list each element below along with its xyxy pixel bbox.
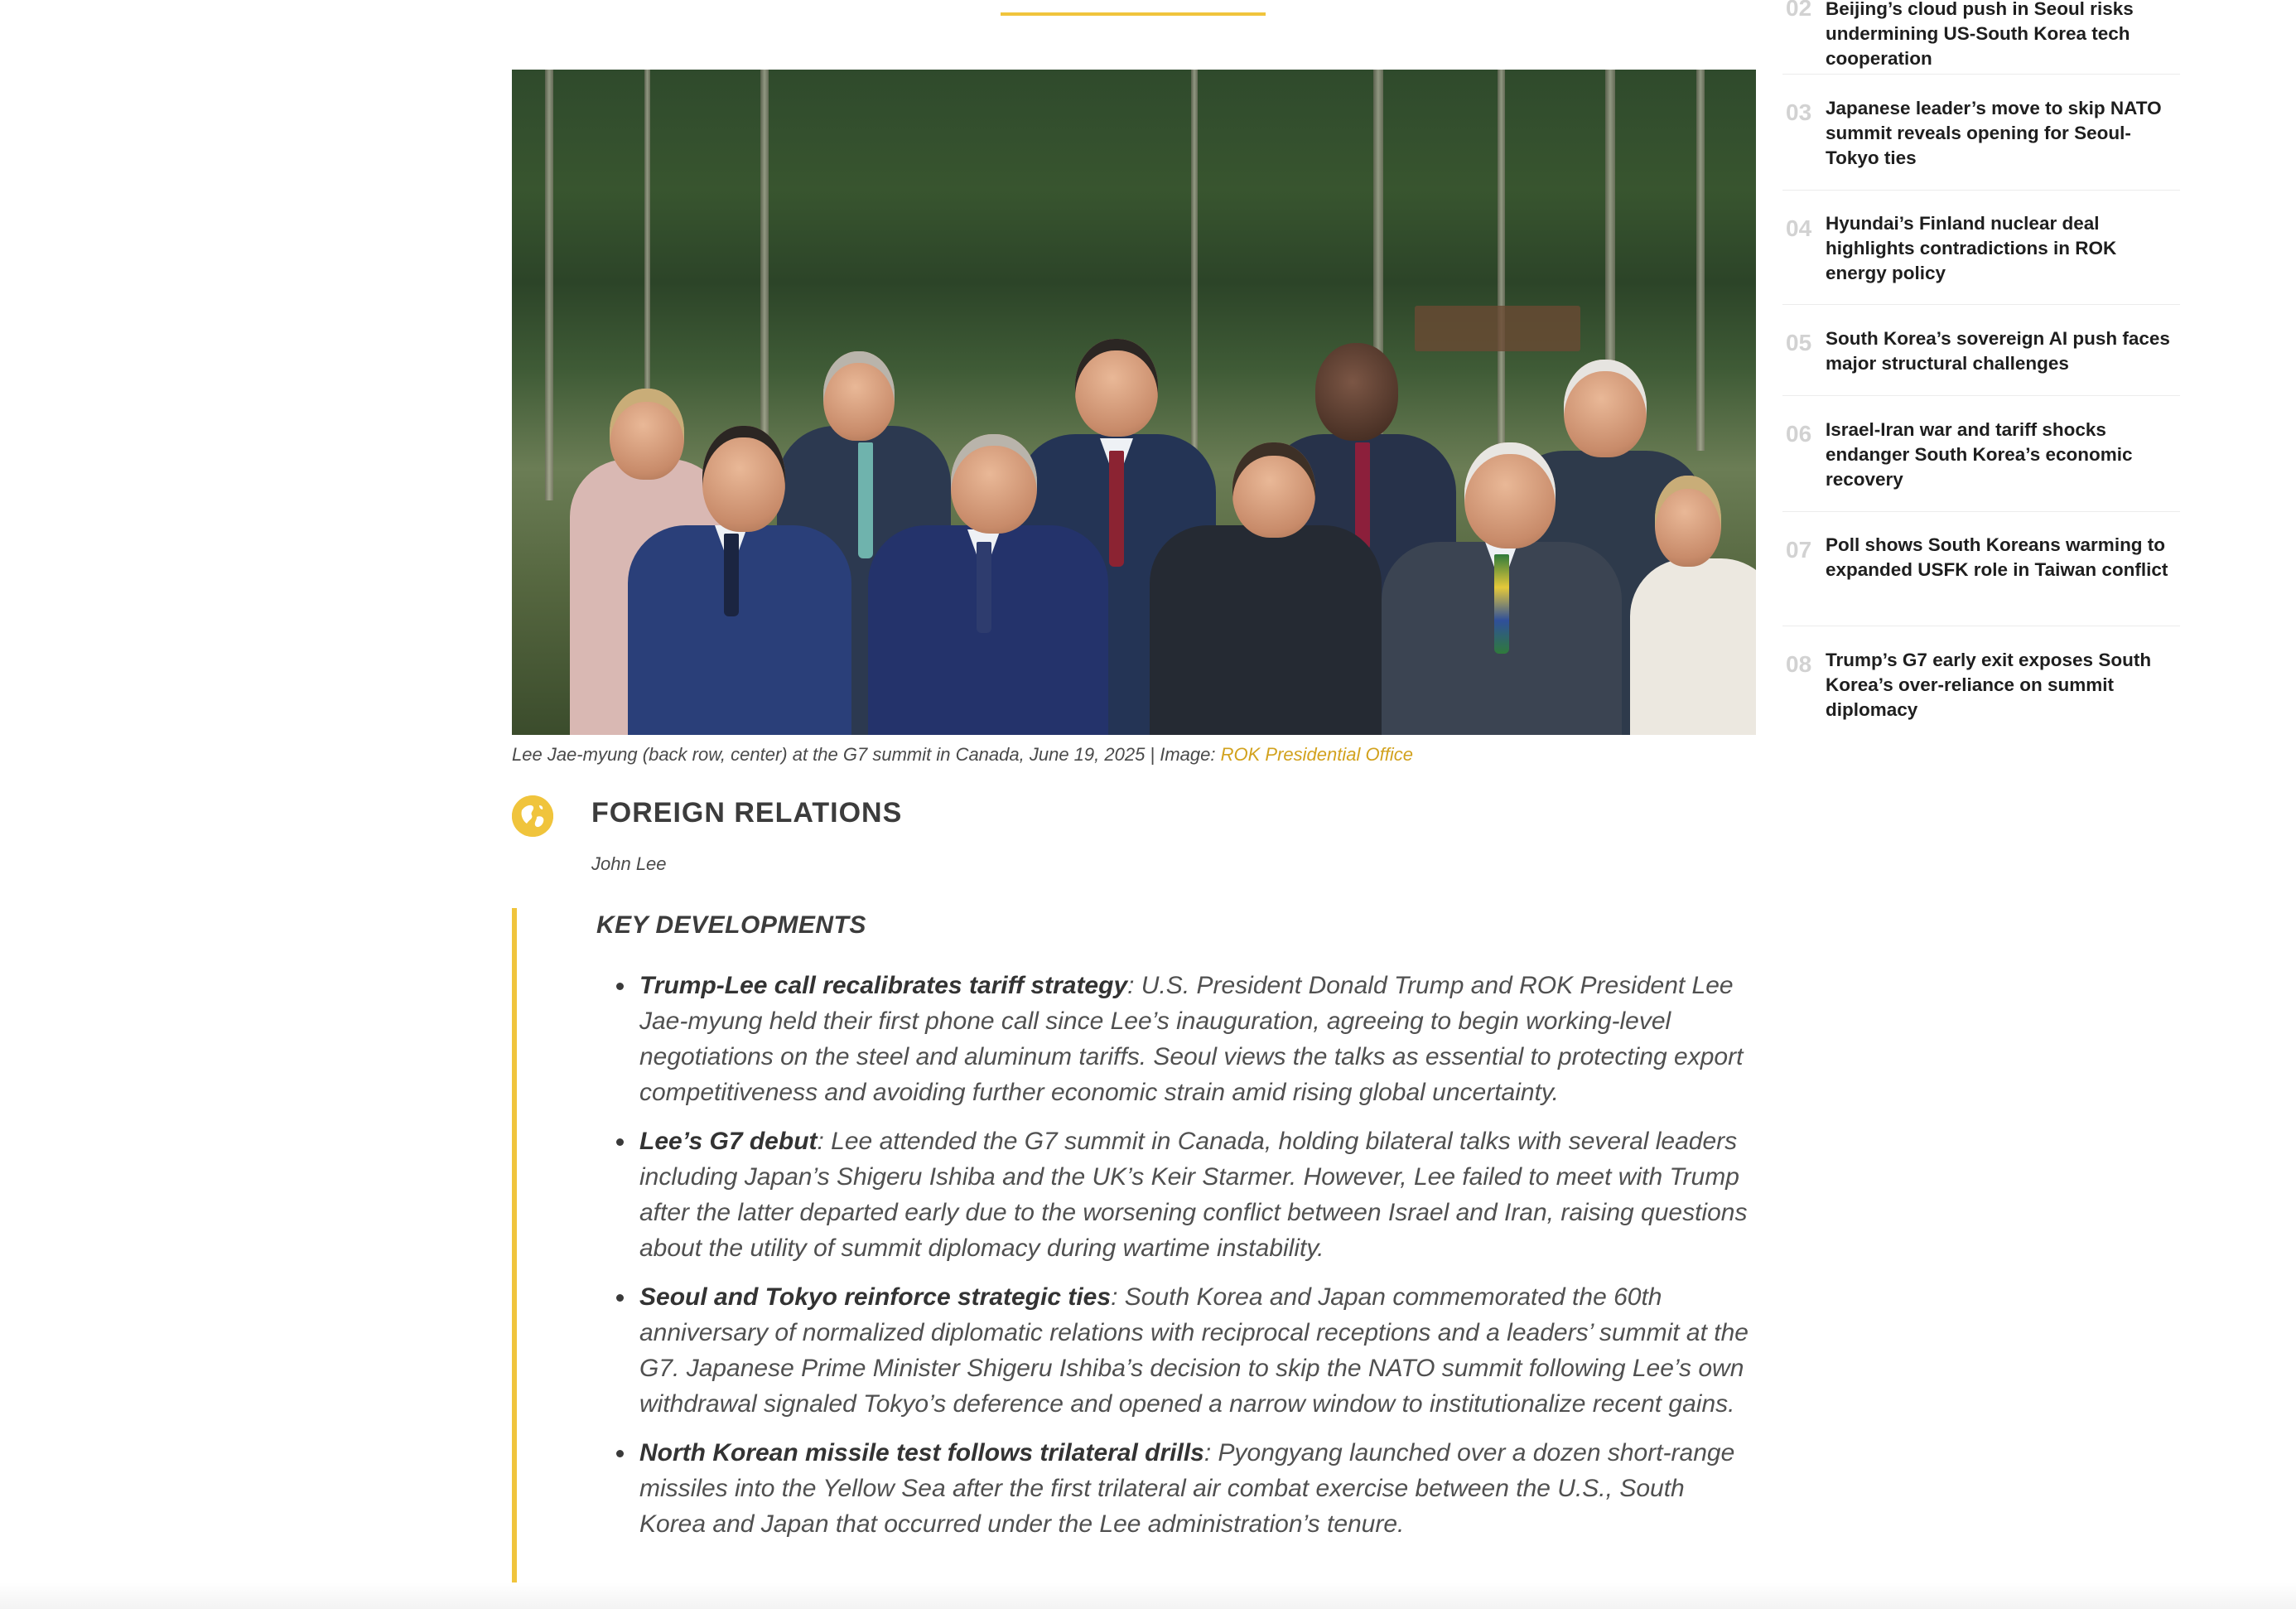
- sidebar-item-number: 04: [1786, 215, 1812, 241]
- sidebar-item-04[interactable]: [1782, 191, 2180, 305]
- sidebar-item-number: 06: [1786, 421, 1812, 447]
- sidebar-item-title[interactable]: Beijing’s cloud push in Seoul risks undermining US-South Korea tech cooperation: [1826, 0, 2134, 69]
- list-item: [639, 1279, 1758, 1422]
- sidebar-item-title[interactable]: Poll shows South Koreans warming to expanded USFK role in Taiwan conflict: [1826, 534, 2168, 580]
- sidebar-item-title[interactable]: Israel-Iran war and tariff shocks endanger South Korea’s economic recovery: [1826, 419, 2133, 490]
- image-caption: [512, 744, 1413, 766]
- key-developments-list: [639, 968, 1758, 1555]
- item-headline: Trump-Lee call recalibrates tariff strategy: [639, 972, 1128, 999]
- sidebar-item-title[interactable]: South Korea’s sovereign AI push faces major structural challenges: [1826, 328, 2170, 374]
- key-developments-title: KEY DEVELOPMENTS: [596, 911, 866, 939]
- sidebar-item-title[interactable]: Trump’s G7 early exit exposes South Korea’s over-reliance on summit diplomacy: [1826, 650, 2152, 720]
- sidebar-item-number: 07: [1786, 537, 1812, 563]
- sidebar-item-02[interactable]: [1782, 0, 2180, 75]
- sidebar-item-number: 02: [1786, 0, 1812, 21]
- sidebar-item-number: 08: [1786, 651, 1812, 677]
- section-heading-underline: [1001, 12, 1266, 16]
- author-name[interactable]: John Lee: [591, 853, 667, 874]
- item-headline: Lee’s G7 debut: [639, 1128, 818, 1155]
- sidebar-item-08[interactable]: [1782, 626, 2180, 742]
- sidebar-item-06[interactable]: [1782, 396, 2180, 512]
- article-photo: [512, 70, 1756, 735]
- sidebar-item-number: 05: [1786, 330, 1812, 355]
- image-credit-link[interactable]: ROK Presidential Office: [1220, 744, 1413, 765]
- sidebar-item-title[interactable]: Hyundai’s Finland nuclear deal highlights contradictions in ROK energy policy: [1826, 213, 2117, 283]
- item-text: : Lee attended the G7 summit in Canada, holding bilateral talks with several leaders including Japan’s Shigeru Ishiba and the UK’s Keir Starmer. However, Lee failed to meet with Trump after the latter departed early due to the worsening conflict between Israel and Iran, raising questions about the utility of summit diplomacy during wartime instability.: [639, 1128, 1748, 1262]
- item-headline: North Korean missile test follows trilateral drills: [639, 1439, 1204, 1466]
- item-text: : South Korea and Japan commemorated the 60th anniversary of normalized diplomatic relations with reciprocal receptions and a leaders’ summit at the G7. Japanese Prime Minister Shigeru Ishiba’s decision to skip the NATO summit following Lee’s own withdrawal signaled Tokyo’s deference and opened a narrow window to institutionalize recent gains.: [639, 1283, 1749, 1418]
- item-headline: Seoul and Tokyo reinforce strategic ties: [639, 1283, 1112, 1311]
- sidebar-item-07[interactable]: [1782, 512, 2180, 626]
- item-text: : U.S. President Donald Trump and ROK President Lee Jae-myung held their first phone call since Lee’s inauguration, agreeing to begin working-level negotiations on the steel and aluminum tariffs. Seoul views the talks as essential to protecting export competitiveness and avoiding further economic strain amid rising global uncertainty.: [639, 972, 1744, 1106]
- sidebar-item-number: 03: [1786, 99, 1812, 125]
- globe-icon: [512, 795, 553, 837]
- item-text: : Pyongyang launched over a dozen short-range missiles into the Yellow Sea after the first trilateral air combat exercise between the U.S., South Korea and Japan that occurred under the Lee administration’s tenure.: [639, 1439, 1735, 1538]
- list-item: [639, 1123, 1758, 1266]
- caption-text: Lee Jae-myung (back row, center) at the G7 summit in Canada, June 19, 2025 | Image:: [512, 744, 1221, 765]
- sidebar-item-03[interactable]: [1782, 75, 2180, 191]
- sidebar-item-title[interactable]: Japanese leader’s move to skip NATO summit reveals opening for Seoul-Tokyo ties: [1826, 98, 2162, 168]
- page-bottom-fade: [0, 1582, 2296, 1609]
- sidebar-item-05[interactable]: [1782, 305, 2180, 396]
- list-item: [639, 968, 1758, 1110]
- list-item: [639, 1435, 1758, 1542]
- section-title: FOREIGN RELATIONS: [591, 797, 903, 829]
